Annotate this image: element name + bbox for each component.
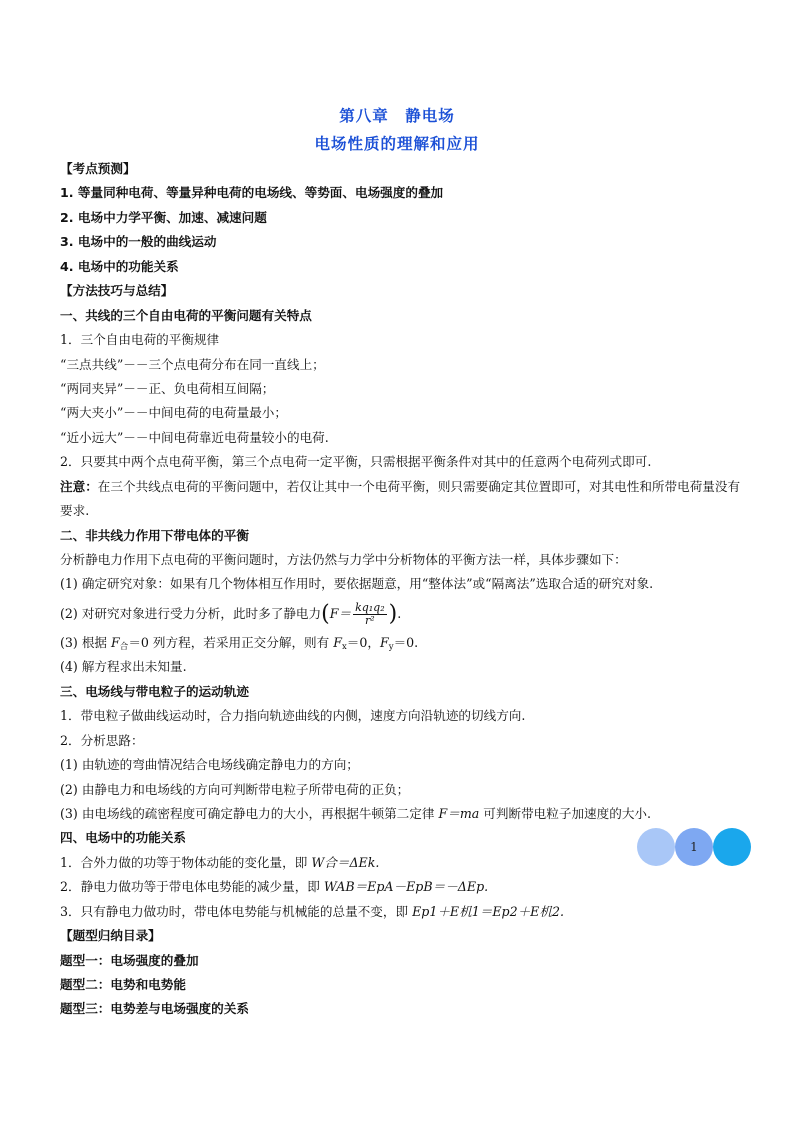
section-2-step: (2) 对研究对象进行受力分析，此时多了静电力(F＝ $\frac{\text{kq₁q₂}}{\text{r²}}$ ). xyxy=(60,600,402,627)
subscript-x: x xyxy=(342,641,347,652)
chapter-title: 第八章 静电场 xyxy=(339,107,455,125)
section-1-line: “两大夹小”－－中间电荷的电荷量最小； xyxy=(60,405,287,421)
document-body xyxy=(60,157,750,1022)
section-2-step: (4) 解方程求出未知量. xyxy=(60,659,187,675)
section-3-line: 2．分析思路： xyxy=(60,732,144,748)
line2-prefix: 2．静电力做功等于带电体电势能的减少量，即 xyxy=(60,879,324,895)
note-text: 在三个共线点电荷的平衡问题中，若仅让其中一个电荷平衡，则只需要确定其位置即可，对其电性和所带电荷量没有要求. xyxy=(60,478,741,519)
section-2-step xyxy=(60,631,750,655)
page-number: 1 xyxy=(690,840,698,854)
fraction-denominator: r² xyxy=(365,613,375,627)
step3-mid: ＝0 列方程，若采用正交分解，则有 xyxy=(128,634,334,650)
coulomb-fraction xyxy=(353,602,387,627)
left-paren: ( xyxy=(321,601,330,627)
forecast-item: 3. 电场中的一般的曲线运动 xyxy=(60,234,217,250)
forecast-item: 2. 电场中力学平衡、加速、减速问题 xyxy=(60,209,267,225)
subscript-y: y xyxy=(388,641,394,652)
step2-text: (2) 对研究对象进行受力分析，此时多了静电力 xyxy=(60,605,322,621)
decor-dot-icon xyxy=(637,828,675,866)
line3-prefix: 3．只有静电力做功时，带电体电势能与机械能的总量不变，即 xyxy=(60,903,413,919)
line1-prefix: 1．合外力做的功等于物体动能的变化量，即 xyxy=(60,854,312,870)
right-paren: ) xyxy=(388,601,398,627)
section-1-line: 2．只要其中两个点电荷平衡，第三个点电荷一定平衡，只需根据平衡条件对其中的任意两个电荷列式即可. xyxy=(60,454,652,470)
page-number-badge xyxy=(637,828,751,866)
energy-conservation-formula: Ep1＋E机1＝Ep2＋E机2. xyxy=(412,903,564,919)
catalog-item: 题型三：电势差与电场强度的关系 xyxy=(60,1001,249,1017)
section-3-heading: 三、电场线与带电粒子的运动轨迹 xyxy=(60,683,249,699)
section-1-heading: 一、共线的三个自由电荷的平衡问题有关特点 xyxy=(60,307,312,323)
line5-prefix: (3) 由电场线的疏密程度可确定静电力的大小，再根据牛顿第二定律 xyxy=(60,805,439,821)
catalog-item: 题型一：电场强度的叠加 xyxy=(60,952,199,968)
section-4-heading: 四、电场中的功能关系 xyxy=(60,830,186,846)
section-1-line: “两同夹异”－－正、负电荷相互间隔； xyxy=(60,380,275,396)
section-3-line: 1．带电粒子做曲线运动时，合力指向轨迹曲线的内侧，速度方向沿轨迹的切线方向. xyxy=(60,708,526,724)
section-4-line xyxy=(60,875,750,899)
force-y-symbol: F xyxy=(380,634,389,650)
step3-eq2: ＝0. xyxy=(393,634,419,650)
force-symbol: F xyxy=(111,634,120,650)
newton-formula: F＝ma xyxy=(438,805,480,821)
work-energy-formula: W合＝ΔEk. xyxy=(311,854,380,870)
forecast-item: 1. 等量同种电荷、等量异种电荷的电场线、等势面、电场强度的叠加 xyxy=(60,185,444,201)
section-title: 电场性质的理解和应用 xyxy=(314,135,480,153)
section-1-note xyxy=(60,475,750,524)
line5-suffix: 可判断带电粒子加速度的大小. xyxy=(479,805,652,821)
section-2-intro: 分析静电力作用下点电荷的平衡问题时，方法仍然与力学中分析物体的平衡方法一样，具体步骤如下： xyxy=(60,552,627,568)
methods-heading: 【方法技巧与总结】 xyxy=(60,283,174,299)
section-3-line xyxy=(60,802,750,826)
step3-eq1: ＝0， xyxy=(346,634,380,650)
catalog-item: 题型二：电势和电势能 xyxy=(60,977,186,993)
section-2-heading: 二、非共线力作用下带电体的平衡 xyxy=(60,527,249,543)
fraction-numerator: kq₁q₂ xyxy=(355,600,385,614)
section-1-line: 1．三个自由电荷的平衡规律 xyxy=(60,332,220,348)
forecast-item: 4. 电场中的功能关系 xyxy=(60,258,179,274)
section-3-line: (1) 由轨迹的弯曲情况结合电场线确定静电力的方向； xyxy=(60,757,359,773)
subscript-he: 合 xyxy=(119,641,129,652)
section-1-line: “三点共线”－－三个点电荷分布在同一直线上； xyxy=(60,356,325,372)
section-4-line xyxy=(60,900,750,924)
step3-prefix: (3) 根据 xyxy=(60,634,112,650)
section-2-step: (1) 确定研究对象：如果有几个物体相互作用时，要依据题意，用“整体法”或“隔离法”选取合适的研究对象. xyxy=(60,576,654,592)
catalog-heading: 【题型归纳目录】 xyxy=(60,928,161,944)
section-1-line: “近小远大”－－中间电荷靠近电荷量较小的电荷. xyxy=(60,429,329,445)
potential-energy-formula: WAB＝EpA－EpB＝－ΔEp. xyxy=(323,879,489,895)
decor-dot-icon xyxy=(713,828,751,866)
note-label: 注意： xyxy=(60,478,98,494)
forecast-heading: 【考点预测】 xyxy=(60,161,136,176)
formula-lhs: F＝ xyxy=(329,605,352,621)
section-3-line: (2) 由静电力和电场线的方向可判断带电粒子所带电荷的正负； xyxy=(60,781,410,797)
force-x-symbol: F xyxy=(333,634,342,650)
